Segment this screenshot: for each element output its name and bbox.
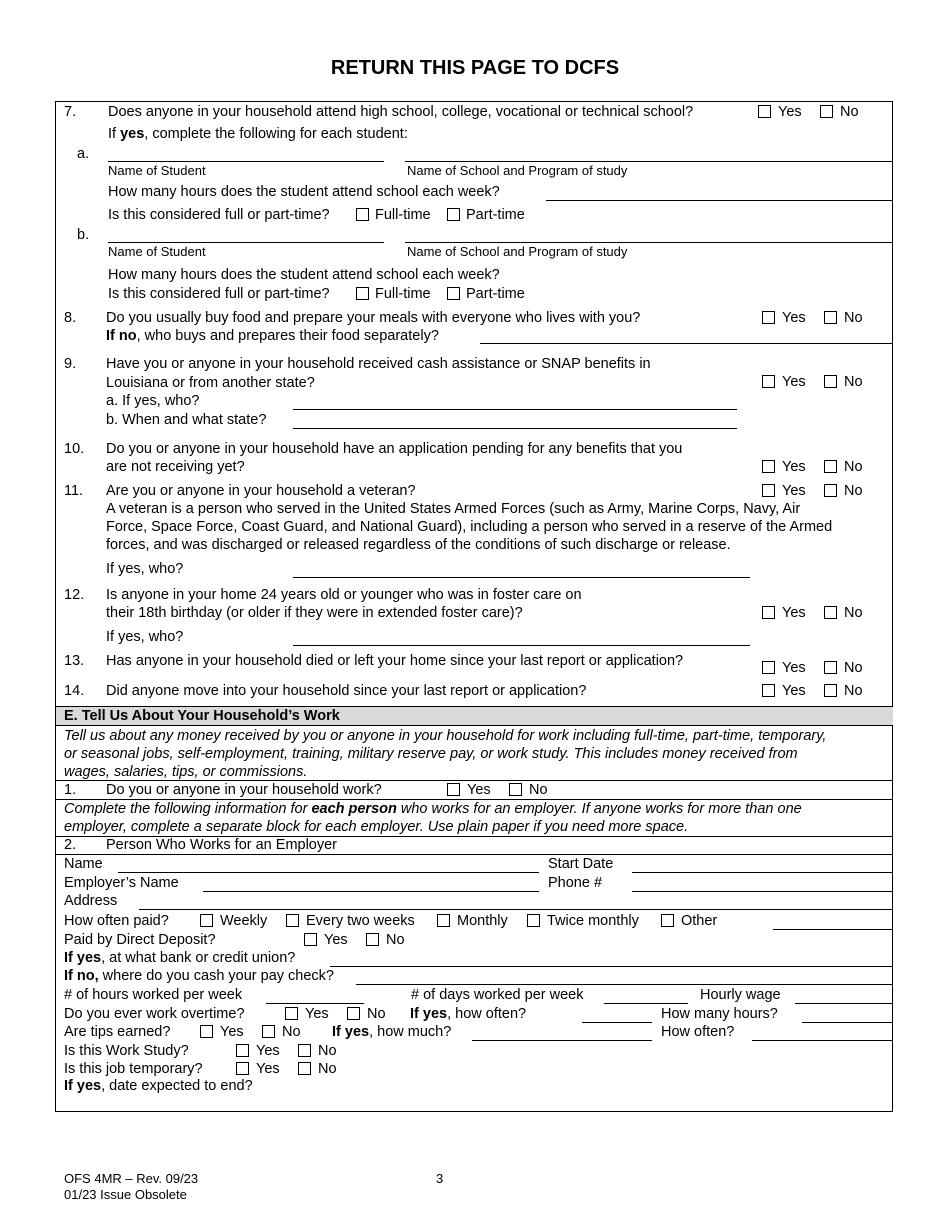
tips-how-much-field[interactable]	[472, 1040, 652, 1041]
q12-line2: their 18th birthday (or older if they were in extended foster care)?	[106, 605, 523, 621]
q7-number: 7.	[64, 104, 77, 120]
student-a-hours-field[interactable]	[546, 200, 893, 201]
cash-check-field[interactable]	[356, 984, 893, 985]
student-a-hours-question: How many hours does the student attend school each week?	[108, 184, 500, 200]
q7-text: Does anyone in your household attend high school, college, vocational or technical school?	[108, 104, 694, 120]
how-many-hours-field[interactable]	[802, 1022, 893, 1023]
section-e-header: E. Tell Us About Your Household’s Work	[64, 708, 340, 724]
q11-no-label: No	[844, 483, 863, 499]
days-per-week-field[interactable]	[604, 1003, 688, 1004]
student-b-fulltime-label: Full-time	[375, 286, 431, 302]
overtime-yes-label: Yes	[305, 1006, 329, 1022]
q11-line2: A veteran is a person who served in the United States Armed Forces (such as Army, Marine Corps, Navy, Air	[106, 501, 801, 517]
divider	[56, 854, 893, 855]
q11-line4: forces, and was discharged or released regardless of the conditions of such discharge or release.	[106, 537, 731, 553]
phone-field[interactable]	[632, 891, 893, 892]
e1-text: Do you or anyone in your household work?	[106, 782, 382, 798]
weekly-label: Weekly	[220, 913, 268, 929]
q7-yes-checkbox[interactable]	[758, 105, 771, 118]
q12-yes-label: Yes	[782, 605, 806, 621]
overtime-label: Do you ever work overtime?	[64, 1006, 245, 1022]
q8-yes-label: Yes	[782, 310, 806, 326]
work-study-no-checkbox[interactable]	[298, 1044, 311, 1057]
student-a-fulltime-label: Full-time	[375, 207, 431, 223]
q11-yes-label: Yes	[782, 483, 806, 499]
work-study-label: Is this Work Study?	[64, 1043, 189, 1059]
student-b-school-caption: Name of School and Program of study	[407, 244, 628, 259]
q12-yes-checkbox[interactable]	[762, 606, 775, 619]
q12-who-field[interactable]	[293, 645, 750, 646]
student-b-school-field[interactable]	[405, 242, 893, 243]
overtime-no-checkbox[interactable]	[347, 1007, 360, 1020]
other-label: Other	[681, 913, 718, 929]
student-a-name-caption: Name of Student	[108, 163, 206, 178]
tips-no-checkbox[interactable]	[262, 1025, 275, 1038]
q11-yes-checkbox[interactable]	[762, 484, 775, 497]
q9-no-label: No	[844, 374, 863, 390]
tips-label: Are tips earned?	[64, 1024, 171, 1040]
direct-deposit-no-label: No	[386, 932, 405, 948]
q7-yes-label: Yes	[778, 104, 802, 120]
q9-b-label: b. When and what state?	[106, 412, 267, 428]
student-b-label: b.	[77, 227, 90, 243]
e2-number: 2.	[64, 837, 77, 853]
tips-yes-label: Yes	[220, 1024, 244, 1040]
work-study-yes-checkbox[interactable]	[236, 1044, 249, 1057]
direct-deposit-yes-checkbox[interactable]	[304, 933, 317, 946]
student-a-fullpart-question: Is this considered full or part-time?	[108, 207, 330, 223]
q11-if-yes-who: If yes, who?	[106, 561, 184, 577]
cash-check-question: If no, where do you cash your pay check?	[64, 968, 334, 984]
q14-no-label: No	[844, 683, 863, 699]
q9-no-checkbox[interactable]	[824, 375, 837, 388]
days-per-week-label: # of days worked per week	[411, 987, 584, 1003]
temporary-label: Is this job temporary?	[64, 1061, 203, 1077]
q10-line2: are not receiving yet?	[106, 459, 245, 475]
twice-monthly-label: Twice monthly	[547, 913, 639, 929]
monthly-checkbox[interactable]	[437, 914, 450, 927]
weekly-checkbox[interactable]	[200, 914, 213, 927]
q13-yes-label: Yes	[782, 660, 806, 676]
student-a-fulltime-checkbox[interactable]	[356, 208, 369, 221]
divider	[56, 780, 893, 781]
e-complete-instruction: Complete the following information for each person who works for an employer. If anyone works for more than one	[64, 801, 802, 817]
start-date-field[interactable]	[632, 872, 893, 873]
q10-yes-label: Yes	[782, 459, 806, 475]
student-a-parttime-checkbox[interactable]	[447, 208, 460, 221]
bank-question: If yes, at what bank or credit union?	[64, 950, 296, 966]
direct-deposit-yes-label: Yes	[324, 932, 348, 948]
e1-no-label: No	[529, 782, 548, 798]
q12-no-label: No	[844, 605, 863, 621]
q8-text: Do you usually buy food and prepare your meals with everyone who lives with you?	[106, 310, 641, 326]
q10-yes-checkbox[interactable]	[762, 460, 775, 473]
work-study-yes-label: Yes	[256, 1043, 280, 1059]
q7-no-checkbox[interactable]	[820, 105, 833, 118]
student-b-parttime-checkbox[interactable]	[447, 287, 460, 300]
q9-yes-label: Yes	[782, 374, 806, 390]
overtime-how-often-field[interactable]	[582, 1022, 652, 1023]
q12-no-checkbox[interactable]	[824, 606, 837, 619]
name-field[interactable]	[118, 872, 539, 873]
start-date-label: Start Date	[548, 856, 614, 872]
address-field[interactable]	[139, 909, 893, 910]
tips-no-label: No	[282, 1024, 301, 1040]
student-a-label: a.	[77, 146, 90, 162]
other-checkbox[interactable]	[661, 914, 674, 927]
q9-when-state-field[interactable]	[293, 428, 737, 429]
q9-who-field[interactable]	[293, 409, 737, 410]
q8-yes-checkbox[interactable]	[762, 311, 775, 324]
student-a-parttime-label: Part-time	[466, 207, 525, 223]
other-field[interactable]	[773, 929, 893, 930]
q10-line1: Do you or anyone in your household have an application pending for any benefits that you	[106, 441, 683, 457]
q9-yes-checkbox[interactable]	[762, 375, 775, 388]
q9-a-label: a. If yes, who?	[106, 393, 200, 409]
tips-how-much-label: If yes, how much?	[332, 1024, 452, 1040]
every-two-weeks-label: Every two weeks	[306, 913, 415, 929]
q11-line3: Force, Space Force, Coast Guard, and National Guard), including a person who served in a reserve of the Armed	[106, 519, 833, 535]
how-often-paid-label: How often paid?	[64, 913, 169, 929]
q14-yes-label: Yes	[782, 683, 806, 699]
student-b-parttime-label: Part-time	[466, 286, 525, 302]
q7-no-label: No	[840, 104, 859, 120]
temporary-yes-label: Yes	[256, 1061, 280, 1077]
how-many-hours-label: How many hours?	[661, 1006, 778, 1022]
q12-line1: Is anyone in your home 24 years old or younger who was in foster care on	[106, 587, 582, 603]
temporary-no-label: No	[318, 1061, 337, 1077]
direct-deposit-label: Paid by Direct Deposit?	[64, 932, 216, 948]
q11-who-field[interactable]	[293, 577, 750, 578]
name-label: Name	[64, 856, 103, 872]
employer-name-label: Employer’s Name	[64, 875, 179, 891]
student-b-fulltime-checkbox[interactable]	[356, 287, 369, 300]
temporary-no-checkbox[interactable]	[298, 1062, 311, 1075]
tips-how-often-field[interactable]	[752, 1040, 893, 1041]
tips-how-often-label: How often?	[661, 1024, 735, 1040]
bank-field[interactable]	[330, 966, 893, 967]
overtime-no-label: No	[367, 1006, 386, 1022]
q13-yes-checkbox[interactable]	[762, 661, 775, 674]
q13-number: 13.	[64, 653, 85, 669]
q13-no-checkbox[interactable]	[824, 661, 837, 674]
e1-yes-checkbox[interactable]	[447, 783, 460, 796]
student-b-hours-question: How many hours does the student attend school each week?	[108, 267, 500, 283]
q11-number: 11.	[64, 483, 84, 499]
q9-number: 9.	[64, 356, 77, 372]
temporary-yes-checkbox[interactable]	[236, 1062, 249, 1075]
student-a-name-field[interactable]	[108, 161, 384, 162]
direct-deposit-no-checkbox[interactable]	[366, 933, 379, 946]
q11-no-checkbox[interactable]	[824, 484, 837, 497]
q8-if-no-question: If no, who buys and prepares their food separately?	[106, 328, 439, 344]
address-label: Address	[64, 893, 118, 909]
q11-line1: Are you or anyone in your household a veteran?	[106, 483, 416, 499]
e2-text: Person Who Works for an Employer	[106, 837, 338, 853]
q8-no-checkbox[interactable]	[824, 311, 837, 324]
student-b-name-caption: Name of Student	[108, 244, 206, 259]
overtime-how-often-label: If yes, how often?	[410, 1006, 527, 1022]
obsolete-note: 01/23 Issue Obsolete	[64, 1187, 187, 1202]
q13-text: Has anyone in your household died or left your home since your last report or application?	[106, 653, 684, 669]
twice-monthly-checkbox[interactable]	[527, 914, 540, 927]
q12-number: 12.	[64, 587, 85, 603]
e-complete-instruction-line2: employer, complete a separate block for each employer. Use plain paper if you need more space.	[64, 819, 689, 835]
divider	[56, 799, 893, 800]
section-e-intro-line3: wages, salaries, tips, or commissions.	[64, 764, 308, 780]
student-a-school-field[interactable]	[405, 161, 893, 162]
hours-per-week-field[interactable]	[266, 1003, 364, 1004]
monthly-label: Monthly	[457, 913, 508, 929]
e1-no-checkbox[interactable]	[509, 783, 522, 796]
q10-number: 10.	[64, 441, 85, 457]
page-title: RETURN THIS PAGE TO DCFS	[330, 57, 620, 79]
q14-yes-checkbox[interactable]	[762, 684, 775, 697]
q8-number: 8.	[64, 310, 77, 326]
q14-text: Did anyone move into your household since your last report or application?	[106, 683, 587, 699]
overtime-yes-checkbox[interactable]	[285, 1007, 298, 1020]
student-a-school-caption: Name of School and Program of study	[407, 163, 628, 178]
employer-name-field[interactable]	[203, 891, 539, 892]
every-two-weeks-checkbox[interactable]	[286, 914, 299, 927]
q9-line2: Louisiana or from another state?	[106, 375, 315, 391]
student-b-fullpart-question: Is this considered full or part-time?	[108, 286, 330, 302]
section-e-intro-line2: or seasonal jobs, self-employment, training, military reserve pay, or work study. This includes money received from	[64, 746, 798, 762]
date-end-question: If yes, date expected to end?	[64, 1078, 253, 1094]
hourly-wage-field[interactable]	[795, 1003, 893, 1004]
q8-who-field[interactable]	[480, 343, 893, 344]
q13-no-label: No	[844, 660, 863, 676]
e1-yes-label: Yes	[467, 782, 491, 798]
e1-number: 1.	[64, 782, 77, 798]
student-b-name-field[interactable]	[108, 242, 384, 243]
q8-no-label: No	[844, 310, 863, 326]
tips-yes-checkbox[interactable]	[200, 1025, 213, 1038]
hourly-wage-label: Hourly wage	[700, 987, 781, 1003]
q10-no-label: No	[844, 459, 863, 475]
page-number: 3	[436, 1171, 444, 1186]
work-study-no-label: No	[318, 1043, 337, 1059]
section-e-intro-line1: Tell us about any money received by you or anyone in your household for work including full-time, part-time, temporary,	[64, 728, 827, 744]
q7-if-yes-instruction: If yes, complete the following for each student:	[108, 126, 408, 142]
q14-number: 14.	[64, 683, 85, 699]
form-number: OFS 4MR – Rev. 09/23	[64, 1171, 199, 1186]
q12-if-yes-who: If yes, who?	[106, 629, 184, 645]
q9-line1: Have you or anyone in your household received cash assistance or SNAP benefits in	[106, 356, 651, 372]
q10-no-checkbox[interactable]	[824, 460, 837, 473]
hours-per-week-label: # of hours worked per week	[64, 987, 243, 1003]
phone-label: Phone #	[548, 875, 603, 891]
q14-no-checkbox[interactable]	[824, 684, 837, 697]
